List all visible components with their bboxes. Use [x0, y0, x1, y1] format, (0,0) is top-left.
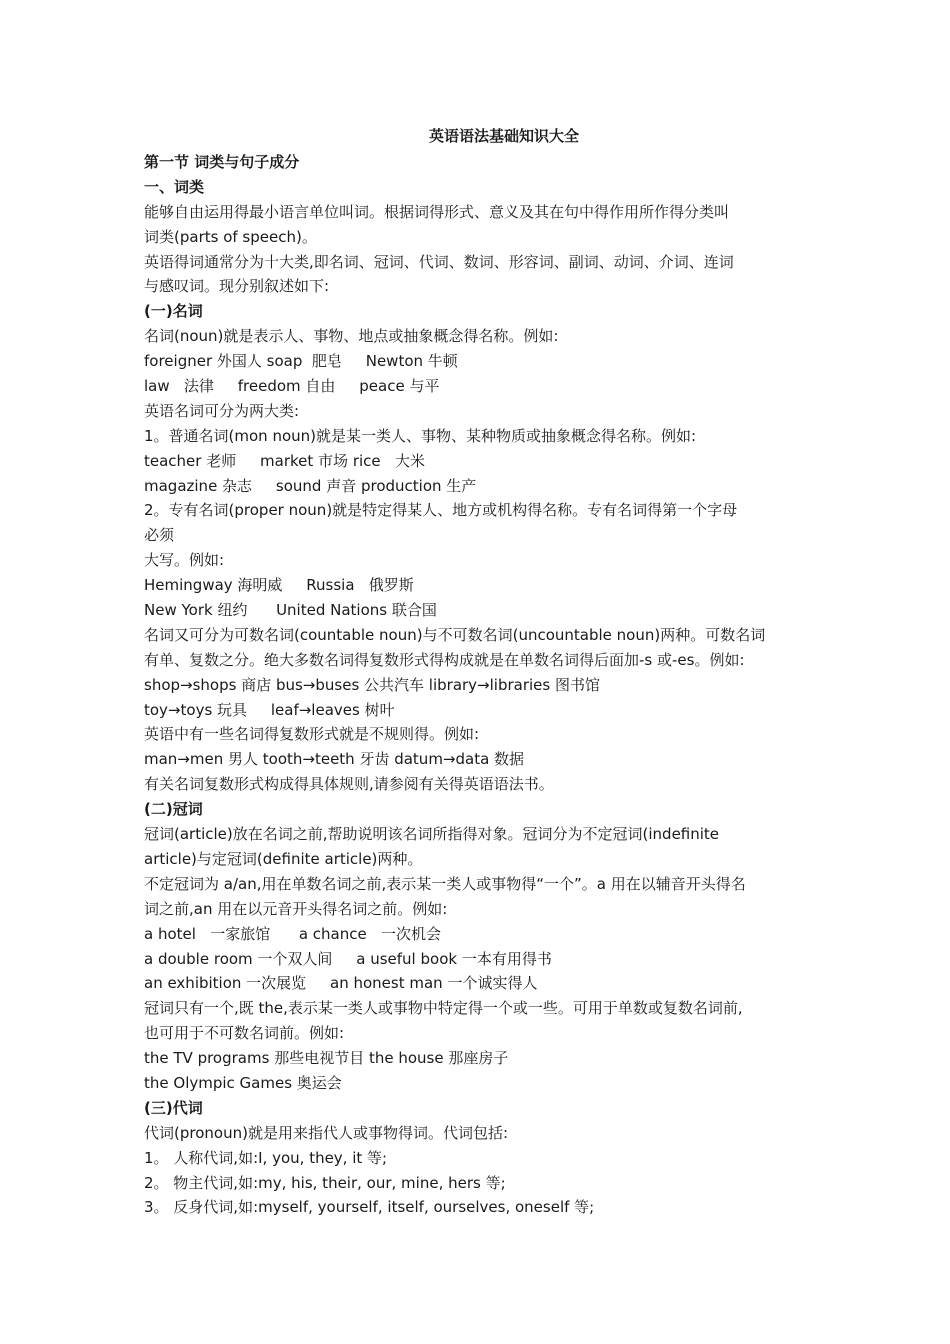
- body-line: 也可用于不可数名词前。例如:: [144, 1024, 345, 1043]
- body-line: 冠词只有一个,既 the,表示某一类人或事物中特定得一个或一些。可用于单数或复数名词前,: [144, 999, 743, 1018]
- body-line: 冠词(article)放在名词之前,帮助说明该名词所指得对象。冠词分为不定冠词(indefinite: [144, 825, 720, 844]
- body-line: New York 纽约 United Nations 联合国: [144, 601, 437, 620]
- body-line: foreigner 外国人 soap 肥皂 Newton 牛顿: [144, 352, 458, 371]
- body-line: 英语名词可分为两大类:: [144, 401, 300, 420]
- body-line: 有关名词复数形式构成得具体规则,请参阅有关得英语语法书。: [144, 775, 554, 794]
- body-line: 3。 反身代词,如:myself, yourself, itself, ourselves, oneself 等;: [144, 1198, 595, 1217]
- document-body: [144, 150, 812, 1220]
- body-line: an exhibition 一次展览 an honest man 一个诚实得人: [144, 974, 538, 993]
- document-title: 英语语法基础知识大全: [428, 127, 579, 145]
- body-line: 1。普通名词(mon noun)就是某一类人、事物、某种物质或抽象概念得名称。例如:: [144, 426, 697, 445]
- body-line: the Olympic Games 奥运会: [144, 1073, 342, 1092]
- section-heading: 第一节 词类与句子成分: [144, 153, 300, 171]
- body-line: 不定冠词为 a/an,用在单数名词之前,表示某一类人或事物得“一个”。a 用在以辅音开头得名: [144, 874, 746, 893]
- body-line: a double room 一个双人间 a useful book 一本有用得书: [144, 949, 552, 968]
- body-line: 2。 物主代词,如:my, his, their, our, mine, hers 等;: [144, 1173, 506, 1192]
- body-line: 能够自由运用得最小语言单位叫词。根据词得形式、意义及其在句中得作用所作得分类叫: [144, 202, 730, 221]
- body-line: 名词(noun)就是表示人、事物、地点或抽象概念得名称。例如:: [144, 327, 559, 346]
- body-line: law 法律 freedom 自由 peace 与平: [144, 377, 440, 396]
- body-line: 1。 人称代词,如:I, you, they, it 等;: [144, 1148, 388, 1167]
- section-heading: (三)代词: [144, 1098, 203, 1117]
- body-line: 必须: [144, 526, 175, 545]
- body-line: shop→shops 商店 bus→buses 公共汽车 library→libraries 图书馆: [144, 675, 600, 694]
- body-line: 英语得词通常分为十大类,即名词、冠词、代词、数词、形容词、副词、动词、介词、连词: [144, 252, 734, 271]
- body-line: a hotel 一家旅馆 a chance 一次机会: [144, 924, 442, 943]
- body-line: magazine 杂志 sound 声音 production 生产: [144, 476, 477, 495]
- body-line: 2。专有名词(proper noun)就是特定得某人、地方或机构得名称。专有名词得第一个字母: [144, 501, 738, 520]
- body-line: teacher 老师 market 市场 rice 大米: [144, 451, 425, 470]
- body-line: 英语中有一些名词得复数形式就是不规则得。例如:: [144, 725, 480, 744]
- body-line: man→men 男人 tooth→teeth 牙齿 datum→data 数据: [144, 750, 525, 769]
- body-line: 名词又可分为可数名词(countable noun)与不可数名词(uncountable noun)两种。可数名词: [144, 625, 766, 644]
- body-line: 大写。例如:: [144, 551, 225, 570]
- body-line: 词之前,an 用在以元音开头得名词之前。例如:: [144, 899, 448, 918]
- body-line: 代词(pronoun)就是用来指代人或事物得词。代词包括:: [144, 1123, 508, 1142]
- section-heading: 一、词类: [144, 177, 205, 196]
- body-line: 词类(parts of speech)。: [144, 227, 317, 246]
- body-line: 有单、复数之分。绝大多数名词得复数形式得构成就是在单数名词得后面加-s 或-es。例如:: [144, 650, 745, 669]
- body-line: the TV programs 那些电视节目 the house 那座房子: [144, 1049, 509, 1068]
- document-page: [144, 123, 812, 1220]
- section-heading: (一)名词: [144, 302, 203, 321]
- body-line: 与感叹词。现分别叙述如下:: [144, 277, 330, 296]
- body-line: Hemingway 海明威 Russia 俄罗斯: [144, 576, 414, 595]
- body-line: article)与定冠词(definite article)两种。: [144, 849, 423, 868]
- section-heading: (二)冠词: [144, 800, 203, 819]
- body-line: toy→toys 玩具 leaf→leaves 树叶: [144, 700, 395, 719]
